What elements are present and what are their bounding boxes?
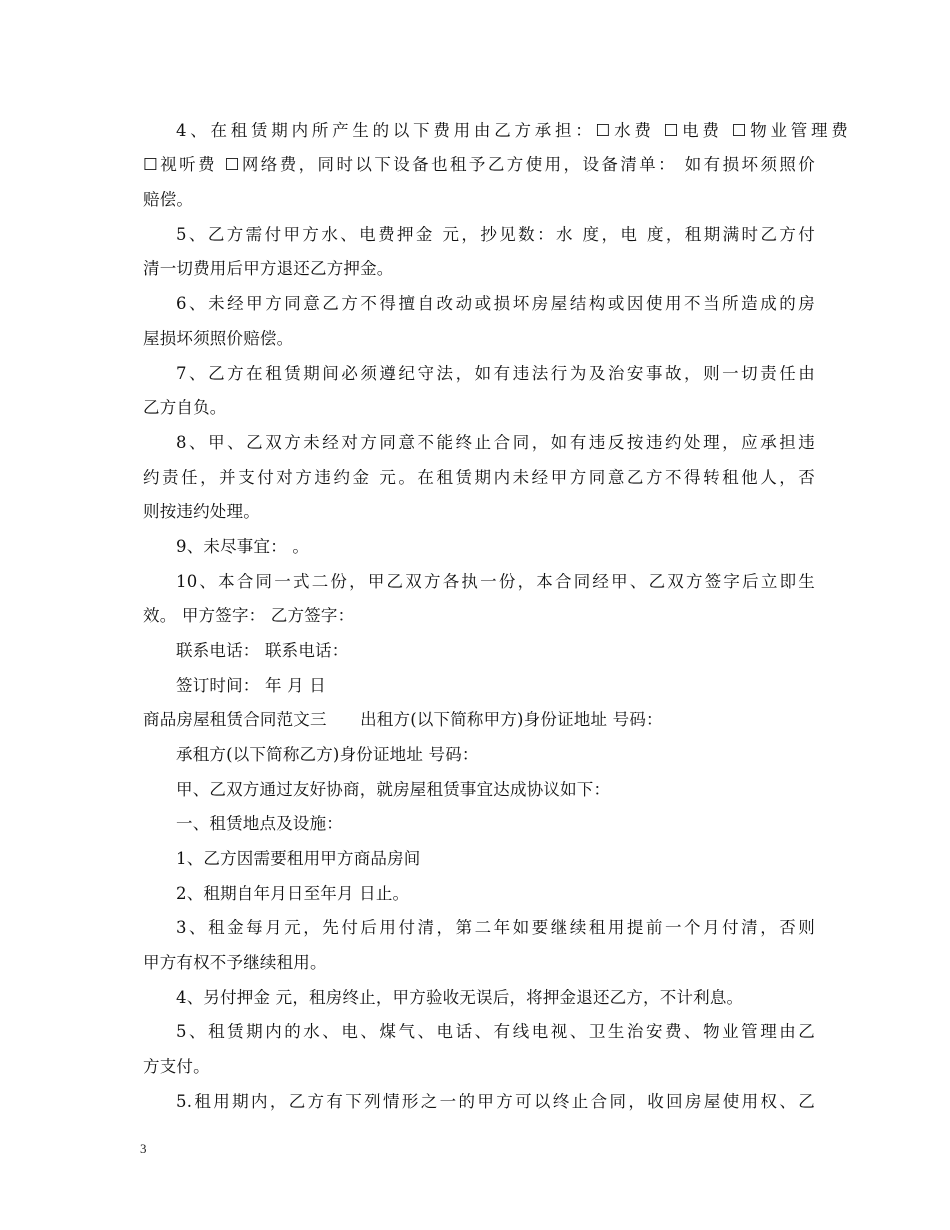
section-heading-line: 商品房屋租赁合同范文三 出租方(以下简称甲方)身份证地址 号码：: [143, 710, 663, 729]
paragraph-line: 联系电话： 联系电话：: [176, 641, 349, 660]
paragraph-line: 5、乙方需付甲方水、电费押金 元，抄见数：水 度，电 度，租期满时乙方付: [176, 225, 815, 244]
paragraph-line: 5.租用期内，乙方有下列情形之一的甲方可以终止合同，收回房屋使用权、乙: [176, 1092, 815, 1111]
paragraph-line: 则按违约处理。: [143, 502, 260, 521]
paragraph-line: 8、甲、乙双方未经对方同意不能终止合同，如有违反按违约处理，应承担违: [176, 433, 815, 452]
paragraph-line: 甲方有权不予继续租用。: [143, 953, 327, 972]
paragraph-line: 效。 甲方签字： 乙方签字：: [143, 606, 355, 625]
paragraph-line: 2、租期自年月日至年月 日止。: [176, 884, 410, 903]
paragraph-line: 屋损坏须照价赔偿。: [143, 329, 294, 348]
paragraph-line: ☐视听费 ☐网络费，同时以下设备也租予乙方使用，设备清单： 如有损坏须照价: [143, 155, 815, 174]
paragraph-line: 一、租赁地点及设施：: [176, 814, 343, 833]
paragraph-line: 3、租金每月元，先付后用付清，第二年如要继续租用提前一个月付清，否则: [176, 918, 815, 937]
paragraph-line: 赔偿。: [143, 190, 194, 209]
paragraph-line: 承租方(以下简称乙方)身份证地址 号码：: [176, 745, 479, 764]
paragraph-line: 4、在租赁期内所产生的以下费用由乙方承担：☐水费 ☐电费 ☐物业管理费: [176, 121, 848, 140]
paragraph-line: 约责任，并支付对方违约金 元。在租赁期内未经甲方同意乙方不得转租他人，否: [143, 468, 815, 487]
paragraph-line: 4、另付押金 元，租房终止，甲方验收无误后，将押金退还乙方，不计利息。: [176, 988, 744, 1007]
paragraph-line: 9、未尽事宜： 。: [176, 537, 310, 556]
paragraph-line: 签订时间： 年 月 日: [176, 676, 326, 695]
paragraph-line: 1、乙方因需要租用甲方商品房间: [176, 849, 421, 868]
paragraph-line: 方支付。: [143, 1057, 210, 1076]
paragraph-line: 6、未经甲方同意乙方不得擅自改动或损坏房屋结构或因使用不当所造成的房: [176, 294, 815, 313]
paragraph-line: 5、租赁期内的水、电、煤气、电话、有线电视、卫生治安费、物业管理由乙: [176, 1022, 815, 1041]
paragraph-line: 乙方自负。: [143, 398, 227, 417]
paragraph-line: 10、本合同一式二份，甲乙双方各执一份，本合同经甲、乙双方签字后立即生: [176, 572, 815, 591]
paragraph-line: 7、乙方在租赁期间必须遵纪守法，如有违法行为及治安事故，则一切责任由: [176, 364, 815, 383]
paragraph-line: 清一切费用后甲方退还乙方押金。: [143, 259, 394, 278]
paragraph-line: 甲、乙双方通过友好协商，就房屋租赁事宜达成协议如下：: [176, 780, 611, 799]
page-number: 3: [140, 1141, 147, 1156]
